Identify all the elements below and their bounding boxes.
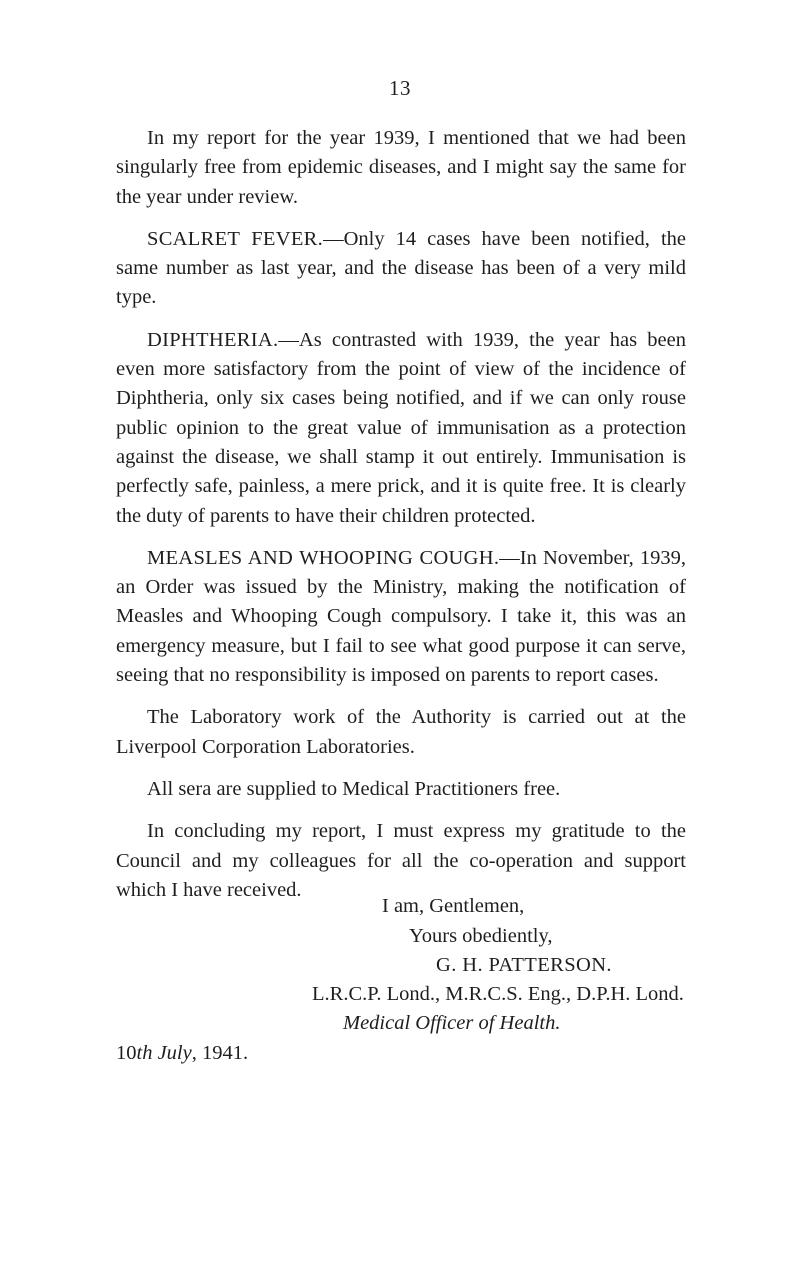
paragraph-text: In concluding my report, I must express my gratitude to the Council and my colleagues for all the co-operation and support which I have received.: [116, 820, 686, 901]
official-title: Medical Officer of Health.: [343, 1012, 561, 1034]
date-day: 10: [116, 1042, 137, 1064]
date-month: July: [157, 1042, 192, 1064]
date-year: , 1941.: [191, 1042, 249, 1064]
paragraph-text: The Laboratory work of the Authority is carried out at the Liverpool Corporation Laboratories.: [116, 706, 686, 758]
paragraph-text: —Only 14 cases have been notified, the same number as last year, and the disease has been of a very mild type.: [116, 227, 686, 309]
closing: Yours obediently,: [409, 925, 553, 947]
paragraph-sera: [116, 775, 686, 804]
section-heading: SCALRET FEVER.: [147, 227, 324, 250]
paragraph-text: In my report for the year 1939, I mentioned that we had been singularly free from epidemic diseases, and I might say the same for the year under review.: [116, 127, 686, 208]
paragraph-scarlet-fever: [116, 225, 686, 313]
paragraph-intro: [116, 124, 686, 212]
report-body: [116, 124, 686, 918]
paragraph-diphtheria: [116, 326, 686, 531]
salutation: I am, Gentlemen,: [382, 895, 525, 917]
date-suffix: th: [136, 1042, 153, 1064]
report-date: [116, 1039, 248, 1068]
qualifications: L.R.C.P. Lond., M.R.C.S. Eng., D.P.H. Lond.: [312, 983, 684, 1005]
paragraph-measles: [116, 544, 686, 690]
paragraph-laboratory: [116, 703, 686, 762]
paragraph-text: —As contrasted with 1939, the year has been even more satisfactory from the point of view of the incidence of Diphtheria, only six cases being notified, and if we can only rouse public opinion to the great value of immunisation as a protection against the disease, we shall stamp it out entirely. Immunisation is perfectly safe, painless, a mere prick, and it is quite free. It is clearly the duty of parents to have their children protected.: [116, 328, 686, 527]
paragraph-text: —In November, 1939, an Order was issued by the Ministry, making the notification of Measles and Whooping Cough compulsory. I take it, this was an emergency measure, but I fail to see what good purpose it can serve, seeing that no responsibility is imposed on parents to report cases.: [116, 546, 687, 687]
section-heading: MEASLES AND WHOOPING COUGH.: [147, 546, 500, 569]
signatory-name: G. H. PATTERSON.: [436, 954, 612, 976]
page-number: 13: [389, 76, 411, 100]
section-heading: DIPHTHERIA.: [147, 328, 279, 351]
paragraph-text: All sera are supplied to Medical Practitioners free.: [147, 777, 561, 800]
